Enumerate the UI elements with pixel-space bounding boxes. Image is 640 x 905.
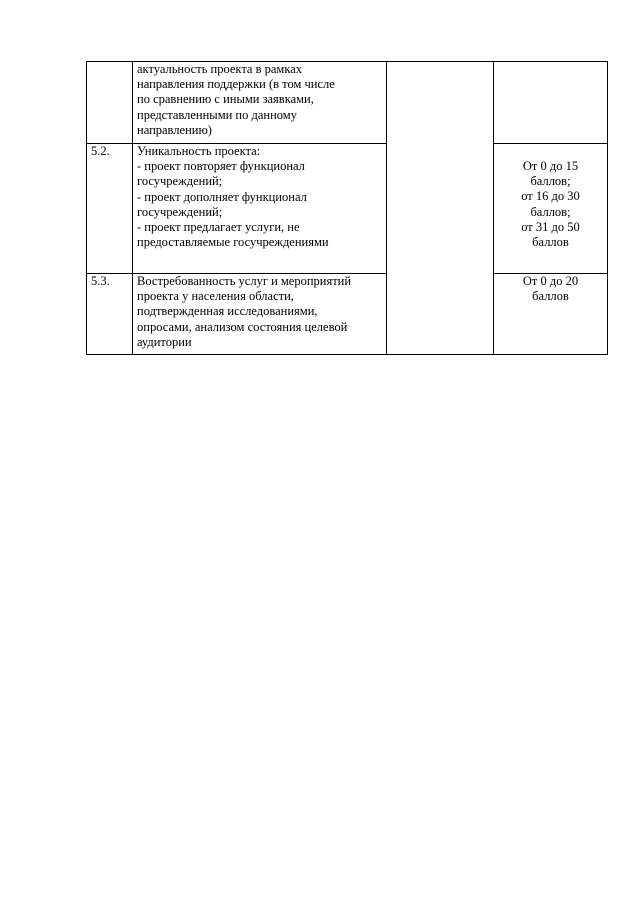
description-line: аудитории: [137, 334, 192, 349]
table-row: [87, 144, 608, 274]
description-line: по сравнению с иными заявками,: [137, 92, 314, 107]
score-line: баллов;: [530, 204, 571, 219]
table-row: [87, 274, 608, 355]
row-number-cell: 5.2.: [87, 144, 133, 274]
row-score-cell: [494, 144, 608, 274]
description-line: Уникальность проекта:: [137, 144, 261, 158]
description-line: проекта у населения области,: [137, 289, 294, 304]
row-number-cell: 5.3.: [87, 274, 133, 355]
description-line: - проект предлагает услуги, не: [137, 220, 300, 235]
criteria-table: [86, 61, 608, 355]
description-line: направлению): [137, 122, 212, 137]
row-number-cell: [87, 62, 133, 144]
score-line: от 31 до 50: [521, 219, 580, 234]
description-line: подтвержденная исследованиями,: [137, 304, 318, 319]
description-line: актуальность проекта в рамках: [137, 62, 303, 76]
score-line: баллов: [532, 289, 569, 304]
description-line: Востребованность услуг и мероприятий: [137, 274, 352, 288]
score-line: баллов;: [530, 174, 571, 189]
description-line: предоставляемые госучреждениями: [137, 235, 329, 250]
row-score-cell: [494, 274, 608, 355]
score-line: От 0 до 20: [522, 274, 579, 288]
description-line: направления поддержки (в том числе: [137, 77, 335, 92]
score-line: От 0 до 15: [522, 159, 579, 173]
score-line: от 16 до 30: [521, 189, 580, 204]
description-line: представленными по данному: [137, 107, 297, 122]
row-description-cell: [133, 144, 387, 274]
description-line: госучреждений;: [137, 204, 223, 219]
description-line: - проект дополняет функционал: [137, 189, 307, 204]
description-line: госучреждений;: [137, 174, 223, 189]
row-description-cell: [133, 62, 387, 144]
empty-column-cell: [387, 62, 494, 355]
table-row: [87, 62, 608, 144]
description-line: - проект повторяет функционал: [137, 159, 305, 174]
description-line: опросами, анализом состояния целевой: [137, 319, 348, 334]
row-description-cell: [133, 274, 387, 355]
row-score-cell: [494, 62, 608, 144]
score-line: баллов: [532, 235, 569, 250]
